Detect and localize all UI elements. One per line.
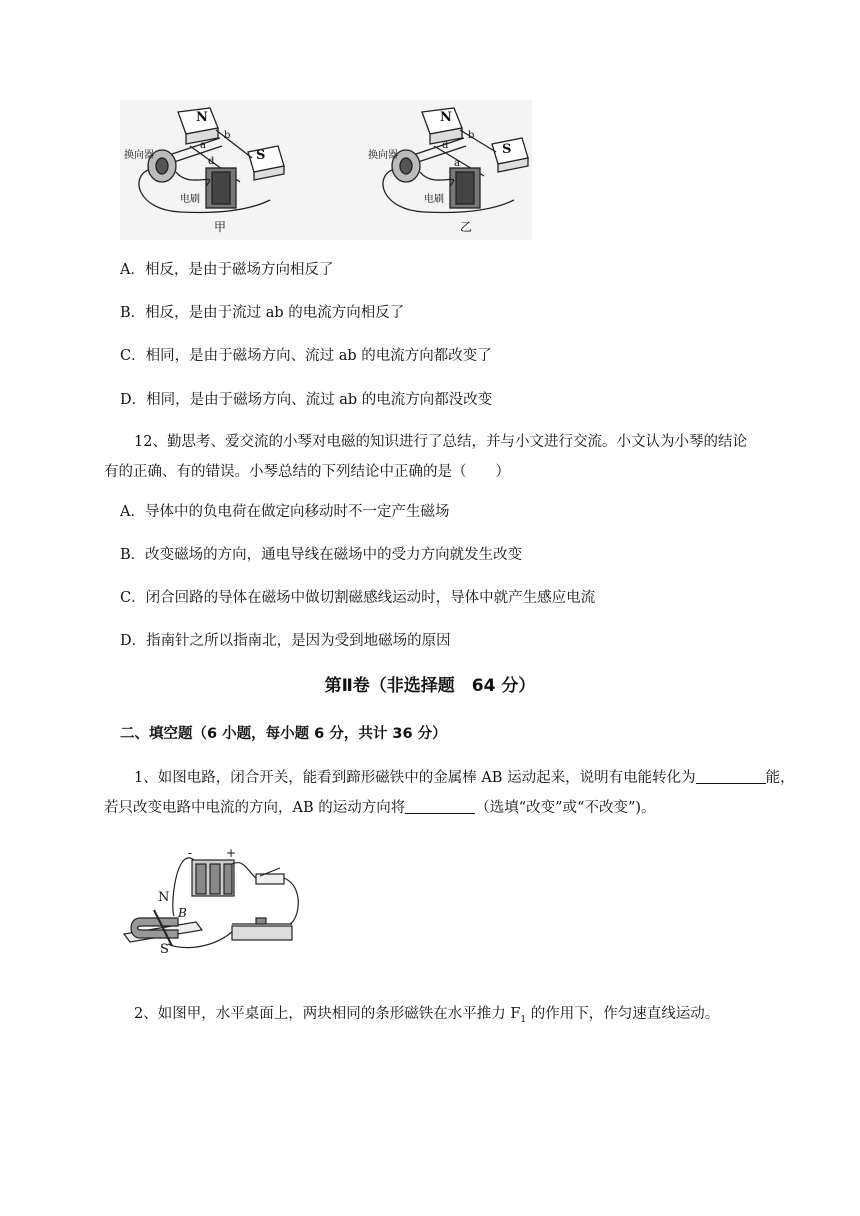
fill1-line2-suffix: （选填“改变”或“不改变”)。	[475, 800, 656, 816]
fill2-text-a: 2、如图甲，水平桌面上，两块相同的条形磁铁在水平推力 F	[134, 1006, 521, 1022]
q11-option-c: C．相同，是由于磁场方向、流过 ab 的电流方向都改变了	[120, 348, 492, 364]
q11-option-d: D．相同，是由于磁场方向、流过 ab 的电流方向都没改变	[120, 392, 493, 408]
fill1-line1	[134, 768, 795, 788]
left-b-label: b	[224, 130, 231, 141]
fig2-minus-label: -	[188, 846, 193, 860]
left-a-label: a	[200, 140, 206, 151]
motor-diagram-figure	[120, 100, 532, 240]
q12-stem-line1: 12、勤思考、爱交流的小琴对电磁的知识进行了总结，并与小文进行交流。小文认为小琴的结论	[134, 434, 747, 450]
left-brush-label: 电刷	[180, 194, 200, 205]
right-d-label: d	[442, 140, 449, 151]
fig2-n-label: N	[158, 890, 170, 905]
left-caption: 甲	[214, 220, 227, 234]
fill1-blank-direction[interactable]	[405, 799, 475, 814]
left-n-label: N	[196, 110, 208, 125]
fig2-s-label: S	[160, 942, 169, 957]
circuit-diagram-svg	[120, 846, 310, 960]
fill1-line2	[104, 798, 656, 818]
right-brush-label: 电刷	[424, 194, 444, 205]
fill1-blank-energy[interactable]	[696, 769, 766, 784]
right-s-label: S	[502, 142, 512, 157]
part2-title: 第Ⅱ卷（非选择题 64 分）	[324, 676, 536, 696]
fig2-b-label: B	[178, 906, 187, 920]
q12-stem-line2: 有的正确、有的错误。小琴总结的下列结论中正确的是（ ）	[104, 464, 510, 480]
left-commutator-label: 换向器	[124, 150, 154, 161]
left-d-label: d	[208, 156, 215, 167]
q12-option-b: B．改变磁场的方向，通电导线在磁场中的受力方向就发生改变	[120, 547, 523, 563]
right-a-label: a	[454, 158, 460, 169]
circuit-diagram-figure	[120, 846, 310, 960]
fill1-line1-text: 1、如图电路，闭合开关，能看到蹄形磁铁中的金属棒 AB 运动起来，说明有电能转化为	[134, 770, 696, 786]
fill1-line1-suffix: 能，	[765, 770, 795, 786]
right-commutator-label: 换向器	[368, 150, 398, 161]
q11-option-b: B．相反，是由于流过 ab 的电流方向相反了	[120, 305, 405, 321]
fill1-line2-text: 若只改变电路中电流的方向，AB 的运动方向将	[104, 800, 406, 816]
right-n-label: N	[440, 110, 452, 125]
q11-option-a: A．相反，是由于磁场方向相反了	[120, 262, 334, 278]
q12-option-d: D．指南针之所以指南北，是因为受到地磁场的原因	[120, 633, 451, 649]
fill2-subscript: 1	[520, 1014, 527, 1025]
fill-section-heading: 二、填空题（6 小题，每小题 6 分，共计 36 分）	[120, 726, 447, 742]
q12-option-c: C．闭合回路的导体在磁场中做切割磁感线运动时，导体中就产生感应电流	[120, 590, 596, 606]
right-b-label: b	[468, 130, 475, 141]
fill2-line	[134, 1004, 719, 1030]
q12-option-a: A．导体中的负电荷在做定向移动时不一定产生磁场	[120, 504, 450, 520]
fill2-text-b: 的作用下，作匀速直线运动。	[526, 1006, 720, 1022]
left-s-label: S	[256, 148, 266, 163]
right-caption: 乙	[460, 220, 473, 234]
fig2-plus-label: +	[226, 846, 237, 860]
